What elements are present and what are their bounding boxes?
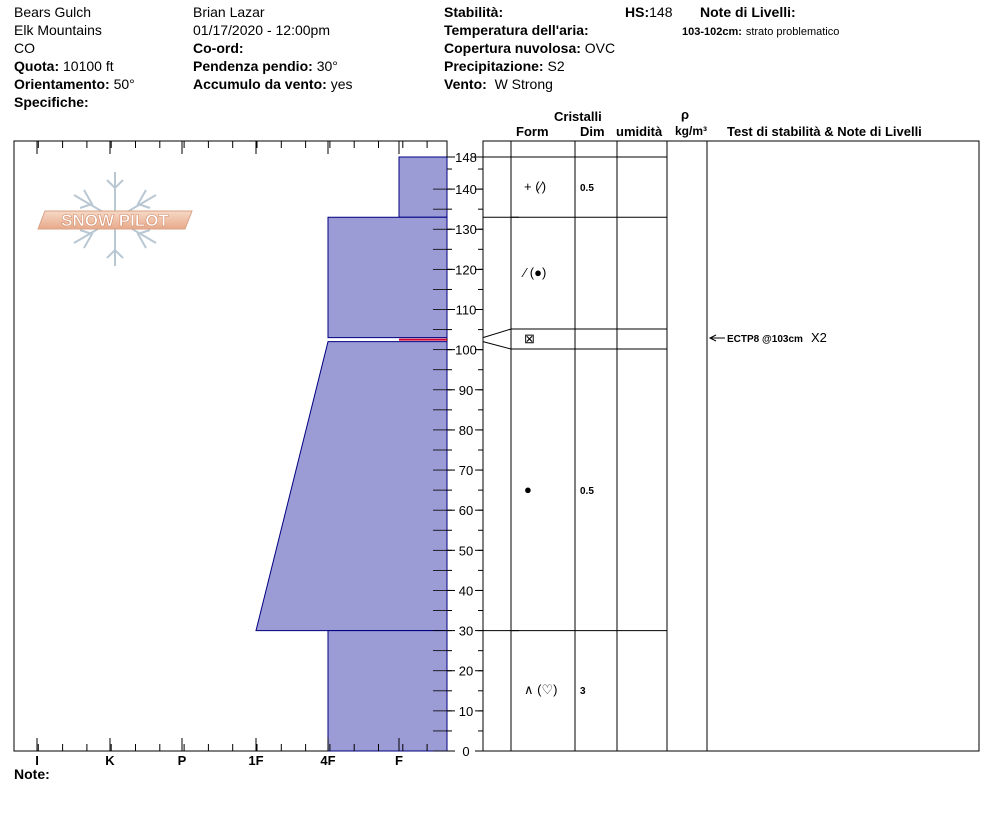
- hardness-label-I: I: [35, 753, 39, 768]
- weak-connector-top: [483, 329, 519, 338]
- grain-size-3: 0.5: [580, 486, 594, 497]
- hardness-label-4F: 4F: [320, 753, 336, 768]
- grain-form-0: + (⁄): [524, 179, 547, 194]
- snowpilot-logo: [38, 172, 192, 266]
- rho-header: ρ: [681, 107, 690, 122]
- crystals-header: Cristalli: [554, 109, 602, 124]
- state: CO: [14, 40, 35, 56]
- hs-value: 148: [649, 4, 673, 20]
- depth-label-140: 140: [455, 182, 477, 198]
- stability-tests: [710, 330, 827, 345]
- hardness-label-K: K: [105, 753, 115, 768]
- cloud-label: Copertura nuvolosa:: [444, 40, 581, 56]
- hardness-layer-4: [328, 631, 447, 751]
- grain-form-3: ●: [524, 482, 532, 497]
- depth-label-60: 60: [458, 503, 474, 519]
- weak-connector-bottom: [483, 342, 519, 349]
- hs-label: HS:: [625, 4, 650, 20]
- form-header: Form: [516, 124, 549, 139]
- grain-size-0: 0.5: [580, 183, 594, 194]
- slope-value: 30°: [316, 58, 338, 74]
- hardness-layer-1: [328, 217, 447, 337]
- observation-datetime: 01/17/2020 - 12:00pm: [193, 22, 330, 38]
- layer-note-text: strato problematico: [745, 26, 840, 38]
- stability-label: Stabilità:: [444, 4, 504, 20]
- air-temp-label: Temperatura dell'aria:: [444, 22, 589, 38]
- layer-notes-label: Note di Livelli:: [700, 4, 796, 20]
- wind-value: W Strong: [494, 76, 553, 92]
- specifics-label: Specifiche:: [14, 94, 89, 110]
- depth-label-130: 130: [455, 222, 477, 238]
- precip-value: S2: [547, 58, 565, 74]
- test-multiplier-0: X2: [811, 330, 827, 345]
- depth-label-80: 80: [458, 422, 474, 438]
- hardness-layer-3: [256, 342, 447, 631]
- slope-label: Pendenza pendio:: [193, 58, 313, 74]
- depth-label-148: 148: [455, 150, 477, 165]
- observer-name: Brian Lazar: [193, 4, 265, 20]
- elevation-label: Quota:: [14, 58, 60, 74]
- grain-form-2: ⊠: [524, 331, 535, 346]
- cloud-value: OVC: [584, 40, 616, 56]
- depth-label-110: 110: [455, 302, 477, 318]
- depth-label-70: 70: [458, 463, 474, 479]
- aspect-value: 50°: [113, 76, 135, 92]
- precip-label: Precipitazione:: [444, 58, 544, 74]
- elevation-value: 10100 ft: [63, 58, 114, 74]
- hardness-label-1F: 1F: [248, 753, 264, 768]
- hardness-label-P: P: [177, 753, 187, 768]
- location-name: Bears Gulch: [14, 4, 92, 20]
- notes-label: Note:: [14, 766, 50, 782]
- moisture-header: umidità: [616, 124, 663, 139]
- dim-header: Dim: [580, 124, 605, 139]
- density-header: kg/m³: [675, 124, 708, 138]
- wind-loading-label: Accumulo da vento:: [193, 76, 327, 92]
- depth-label-90: 90: [458, 382, 474, 398]
- aspect-label: Orientamento:: [14, 76, 110, 92]
- depth-label-40: 40: [458, 583, 474, 599]
- tests-header: Test di stabilità & Note di Livelli: [727, 124, 922, 139]
- depth-label-0: 0: [462, 744, 470, 759]
- logo-text: SNOW PILOT: [61, 211, 169, 230]
- layer-note-depth: 103-102cm:: [682, 26, 742, 38]
- hardness-label-F: F: [395, 753, 403, 768]
- hardness-layer-0: [399, 157, 447, 217]
- grain-form-4: ∧ (♡): [524, 682, 558, 697]
- hardness-layers: [256, 157, 447, 751]
- depth-label-10: 10: [458, 703, 474, 719]
- grain-form-1: ⁄ (●): [524, 265, 547, 280]
- depth-label-20: 20: [458, 663, 474, 679]
- depth-label-50: 50: [458, 543, 474, 559]
- wind-label: Vento:: [444, 76, 487, 92]
- test-label-0: ECTP8 @103cm: [727, 334, 803, 345]
- layer-table-frame: [483, 141, 979, 751]
- depth-label-100: 100: [455, 342, 477, 358]
- wind-loading-value: yes: [330, 76, 353, 92]
- depth-label-120: 120: [455, 262, 477, 278]
- depth-label-30: 30: [458, 623, 474, 639]
- coord-label: Co-ord:: [193, 40, 244, 56]
- grain-size-4: 3: [580, 686, 586, 697]
- mountain-range: Elk Mountains: [14, 22, 102, 38]
